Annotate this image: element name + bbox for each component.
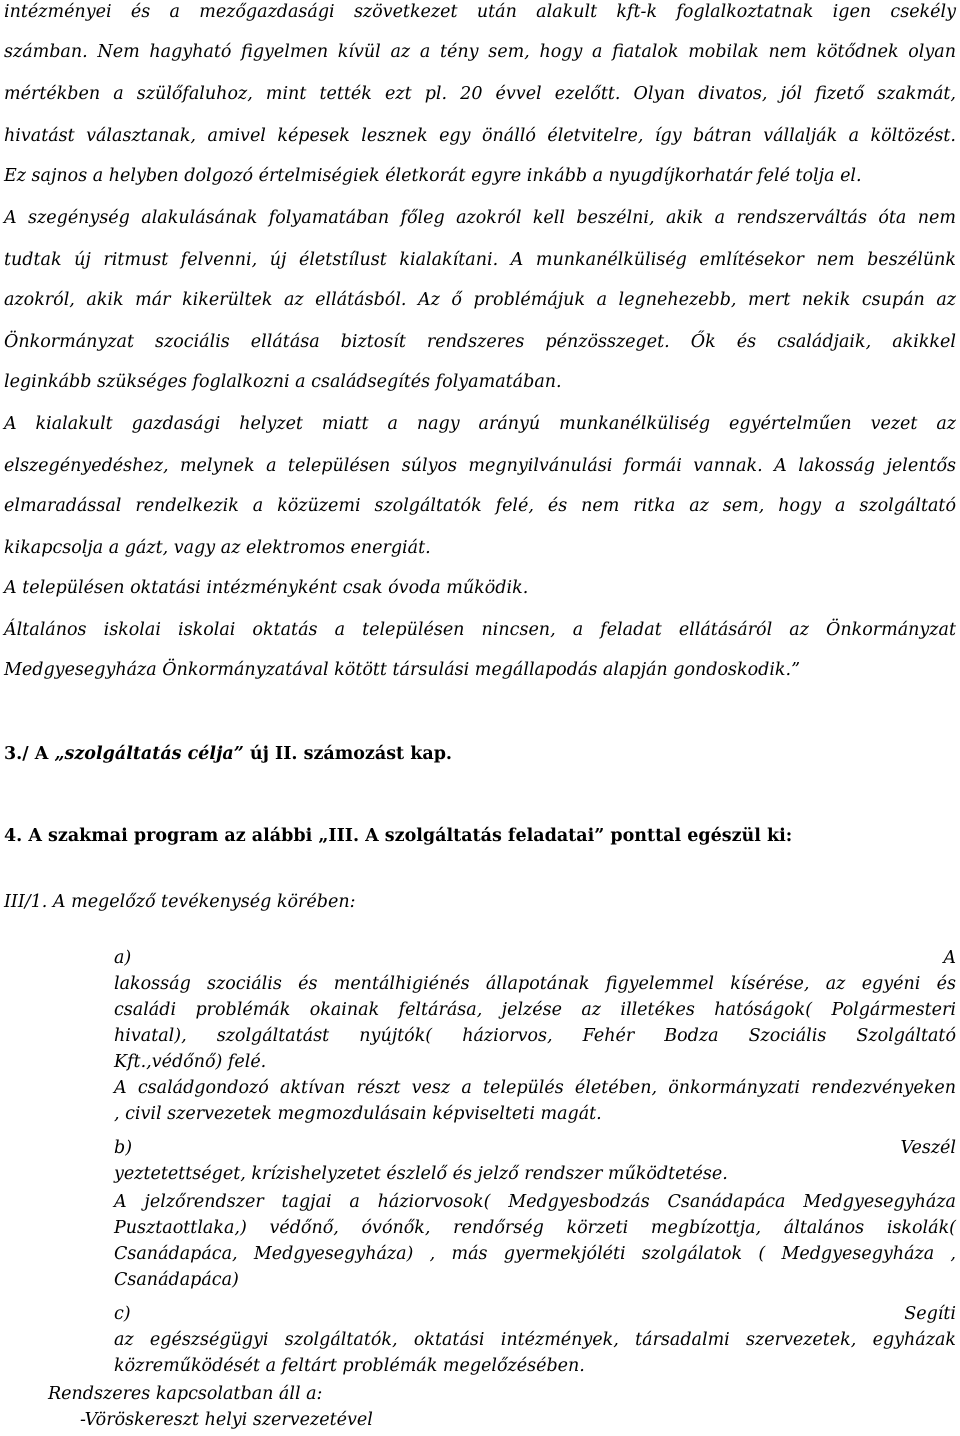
item-a-line-2: családi problémák okainak feltárása, jelzése az illetékes hatóságok( Polgármesteri: [114, 1000, 956, 1020]
item-b-line-1: yeztetettséget, krízishelyzetet észlelő és jelző rendszer működtetése.: [114, 1164, 728, 1184]
poverty-line-1: A szegénység alakulásának folyamatában főleg azokról kell beszélni, akik a rendszerváltás óta nem: [4, 208, 956, 228]
item-a-line-1: lakosság szociális és mentálhigiénés állapotának figyelemmel kísérése, az egyéni és: [114, 974, 956, 994]
item-a-header: [114, 946, 956, 970]
item-b-first-word: Veszél: [900, 1138, 956, 1158]
school-line-1: Általános iskolai iskolai oktatás a településen nincsen, a feladat ellátásáról az Önkormányzat: [4, 620, 956, 640]
item-b-header: [114, 1136, 956, 1160]
item-c-marker: c): [114, 1304, 131, 1324]
item-b-followup-4: Csanádapáca): [114, 1270, 239, 1290]
heading-3-prefix: 3./ A: [4, 744, 55, 764]
school-line-2: Medgyesegyháza Önkormányzatával kötött társulási megállapodás alapján gondoskodik.”: [4, 660, 801, 680]
intro-line-4: hivatást választanak, amivel képesek lesznek egy önálló életvitelre, így bátran vállalják a költözést.: [4, 126, 956, 146]
item-a-marker: a): [114, 948, 132, 968]
item-c-line-1: az egészségügyi szolgáltatók, oktatási intézmények, társadalmi szervezetek, egyházak: [114, 1330, 956, 1350]
item-a-followup-2: , civil szervezetek megmozdulásain képviselteti magát.: [114, 1104, 602, 1124]
contacts-first: -Vöröskereszt helyi szervezetével: [80, 1410, 373, 1430]
economic-line-1: A kialakult gazdasági helyzet miatt a nagy arányú munkanélküliség egyértelműen vezet az: [4, 414, 956, 434]
item-b-marker: b): [114, 1138, 133, 1158]
intro-line-3: mértékben a szülőfaluhoz, mint tették ezt pl. 20 évvel ezelőtt. Olyan divatos, jól fizető szakmát,: [4, 84, 956, 104]
item-c-header: [114, 1302, 956, 1326]
intro-line-2: számban. Nem hagyható figyelmen kívül az a tény sem, hogy a fiatalok mobilak nem kötődnek olyan: [4, 42, 956, 62]
item-b-followup-1: A jelzőrendszer tagjai a háziorvosok( Medgyesbodzás Csanádapáca Medgyesegyháza: [114, 1192, 956, 1212]
heading-3-suffix: új II. számozást kap.: [243, 744, 453, 764]
contacts-label: Rendszeres kapcsolatban áll a:: [48, 1384, 323, 1404]
poverty-line-2: tudtak új ritmust felvenni, új életstílust kialakítani. A munkanélküliség említésekor nem beszélünk: [4, 250, 956, 270]
poverty-line-4: Önkormányzat szociális ellátása biztosít rendszeres pénzösszeget. Ők és családjaik, akikkel: [4, 332, 956, 352]
item-b-followup-2: Pusztaottlaka,) védőnő, óvónők, rendőrség körzeti megbízottja, általános iskolák(: [114, 1218, 956, 1238]
heading-4: 4. A szakmai program az alábbi „III. A szolgáltatás feladatai” ponttal egészül ki:: [4, 826, 793, 846]
economic-line-3: elmaradással rendelkezik a közüzemi szolgáltatók felé, és nem ritka az sem, hogy a szolgáltató: [4, 496, 956, 516]
poverty-line-5: leginkább szükséges foglalkozni a családsegítés folyamatában.: [4, 372, 562, 392]
intro-line-1: intézményei és a mezőgazdasági szövetkezet után alakult kft-k foglalkoztatnak igen csekély: [4, 2, 956, 22]
economic-line-4: kikapcsolja a gázt, vagy az elektromos energiát.: [4, 538, 431, 558]
item-a-first-word: A: [943, 948, 956, 968]
item-a-followup-1: A családgondozó aktívan részt vesz a település életében, önkormányzati rendezvényeken: [114, 1078, 956, 1098]
kindergarten-line: A településen oktatási intézményként csak óvoda működik.: [4, 578, 529, 598]
heading-3: [4, 742, 956, 766]
item-a-line-3: hivatal), szolgáltatást nyújtók( háziorvos, Fehér Bodza Szociális Szolgáltató: [114, 1026, 956, 1046]
item-a-line-4: Kft.,védőnő) felé.: [114, 1052, 267, 1072]
section-iii1: III/1. A megelőző tevékenység körében:: [4, 892, 356, 912]
intro-line-5: Ez sajnos a helyben dolgozó értelmiségiek életkorát egyre inkább a nyugdíjkorhatár felé tolja el.: [4, 166, 862, 186]
item-b-followup-3: Csanádapáca, Medgyesegyháza) , más gyermekjóléti szolgálatok ( Medgyesegyháza ,: [114, 1244, 956, 1264]
item-c-line-2: közreműködését a feltárt problémák megelőzésében.: [114, 1356, 585, 1376]
heading-3-italic: „szolgáltatás célja”: [54, 744, 244, 764]
item-c-first-word: Segíti: [904, 1304, 956, 1324]
economic-line-2: elszegényedéshez, melynek a településen súlyos megnyilvánulási formái vannak. A lakosság jelentős: [4, 456, 956, 476]
poverty-line-3: azokról, akik már kikerültek az ellátásból. Az ő problémájuk a legnehezebb, mert nekik csupán az: [4, 290, 956, 310]
